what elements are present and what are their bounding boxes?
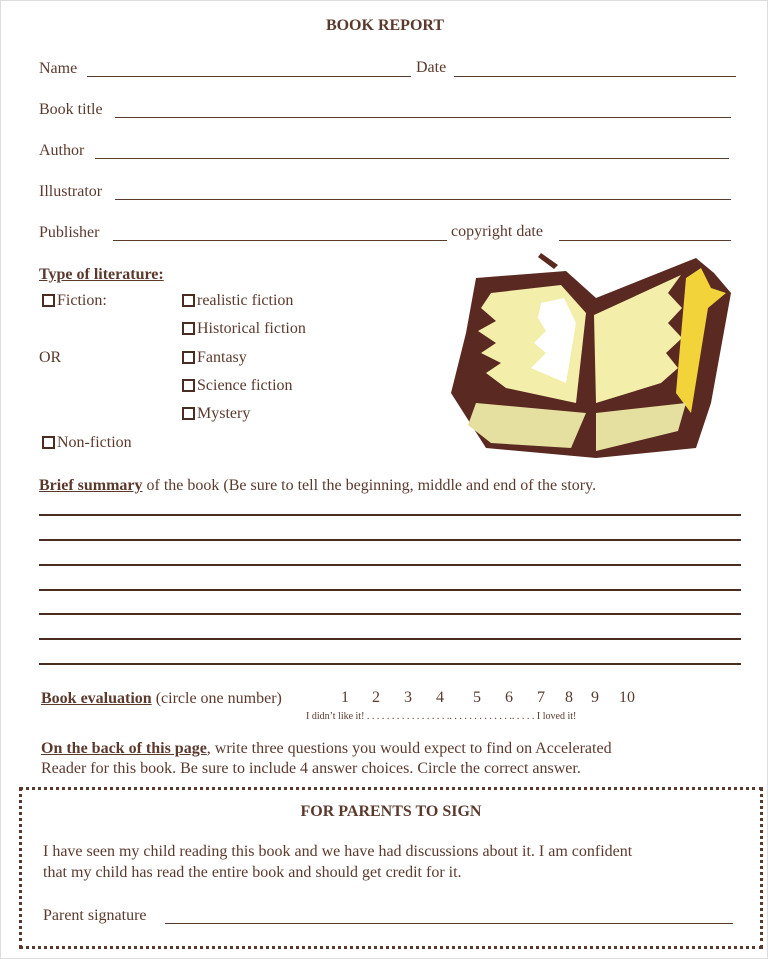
literature-heading: Type of literature:: [39, 266, 164, 283]
summary-line[interactable]: [39, 638, 741, 640]
date-field[interactable]: [454, 76, 736, 77]
genre-checkbox-mystery[interactable]: [182, 405, 250, 423]
back-instructions-line1: [41, 740, 612, 758]
checkbox-icon: [182, 322, 195, 335]
genre-label: realistic fiction: [197, 292, 294, 309]
form-title: BOOK REPORT: [325, 17, 445, 34]
genre-checkbox-science[interactable]: [182, 377, 293, 395]
summary-line[interactable]: [39, 514, 741, 516]
name-label: Name: [39, 60, 78, 77]
parents-heading: FOR PARENTS TO SIGN: [300, 803, 482, 820]
summary-instructions: [39, 477, 596, 495]
illustrator-field[interactable]: [115, 199, 731, 200]
rating-9[interactable]: 9: [591, 689, 599, 706]
rating-4[interactable]: 4: [436, 689, 444, 706]
author-field[interactable]: [95, 158, 729, 159]
copyright-date-label: copyright date: [451, 223, 543, 240]
fiction-label: Fiction:: [57, 292, 107, 309]
rating-5[interactable]: 5: [473, 689, 481, 706]
parent-signature-label: Parent signature: [43, 907, 147, 924]
parents-sign-box: [19, 787, 763, 949]
date-label: Date: [416, 59, 447, 76]
illustrator-label: Illustrator: [39, 183, 103, 200]
nonfiction-label: Non-fiction: [57, 434, 132, 451]
copyright-date-field[interactable]: [559, 240, 731, 241]
book-title-field[interactable]: [115, 117, 731, 118]
rating-10[interactable]: 10: [619, 689, 635, 706]
rating-1[interactable]: 1: [341, 689, 349, 706]
summary-line[interactable]: [39, 539, 741, 541]
parents-statement-line2: that my child has read the entire book and should get credit for it.: [43, 864, 462, 881]
parent-signature-field[interactable]: [165, 923, 733, 924]
checkbox-icon: [182, 351, 195, 364]
checkbox-icon: [182, 379, 195, 392]
summary-line[interactable]: [39, 564, 741, 566]
genre-checkbox-historical[interactable]: [182, 320, 306, 338]
evaluation-label: [41, 690, 282, 708]
genre-label: Fantasy: [197, 349, 247, 366]
summary-line[interactable]: [39, 613, 741, 615]
genre-checkbox-fantasy[interactable]: [182, 349, 247, 367]
publisher-field[interactable]: [113, 240, 447, 241]
checkbox-icon: [42, 294, 55, 307]
back-instructions-line2: Reader for this book. Be sure to include 4 answer choices. Circle the correct answer.: [41, 760, 581, 777]
book-title-label: Book title: [39, 101, 103, 118]
back-text: , write three questions you would expect to find on Accelerated: [206, 740, 612, 757]
summary-text: of the book (Be sure to tell the beginning, middle and end of the story.: [142, 477, 597, 494]
summary-line[interactable]: [39, 663, 741, 665]
rating-3[interactable]: 3: [404, 689, 412, 706]
summary-heading: Brief summary: [39, 477, 143, 494]
back-heading: On the back of this page: [41, 740, 207, 757]
rating-6[interactable]: 6: [505, 689, 513, 706]
open-book-icon: [446, 253, 741, 463]
checkbox-icon: [42, 436, 55, 449]
rating-2[interactable]: 2: [372, 689, 380, 706]
rating-scale-label: I didn’t like it! . . . . . . . . . . . . . . . . .. . . . . . . . . . . . .. . . . . I loved it!: [306, 711, 577, 722]
evaluation-text: (circle one number): [151, 690, 282, 707]
summary-line[interactable]: [39, 589, 741, 591]
rating-8[interactable]: 8: [565, 689, 573, 706]
genre-checkbox-realistic[interactable]: [182, 292, 293, 310]
evaluation-heading: Book evaluation: [41, 690, 152, 707]
genre-label: Mystery: [197, 405, 251, 422]
publisher-label: Publisher: [39, 224, 100, 241]
parents-statement-line1: I have seen my child reading this book and we have had discussions about it. I am confident: [43, 843, 633, 860]
genre-label: Science fiction: [197, 377, 293, 394]
nonfiction-checkbox[interactable]: [42, 434, 132, 452]
genre-label: Historical fiction: [197, 320, 306, 337]
author-label: Author: [39, 142, 85, 159]
checkbox-icon: [182, 294, 195, 307]
rating-7[interactable]: 7: [537, 689, 545, 706]
name-field[interactable]: [87, 76, 411, 77]
fiction-checkbox[interactable]: [42, 292, 107, 310]
checkbox-icon: [182, 407, 195, 420]
or-label: OR: [39, 349, 62, 366]
